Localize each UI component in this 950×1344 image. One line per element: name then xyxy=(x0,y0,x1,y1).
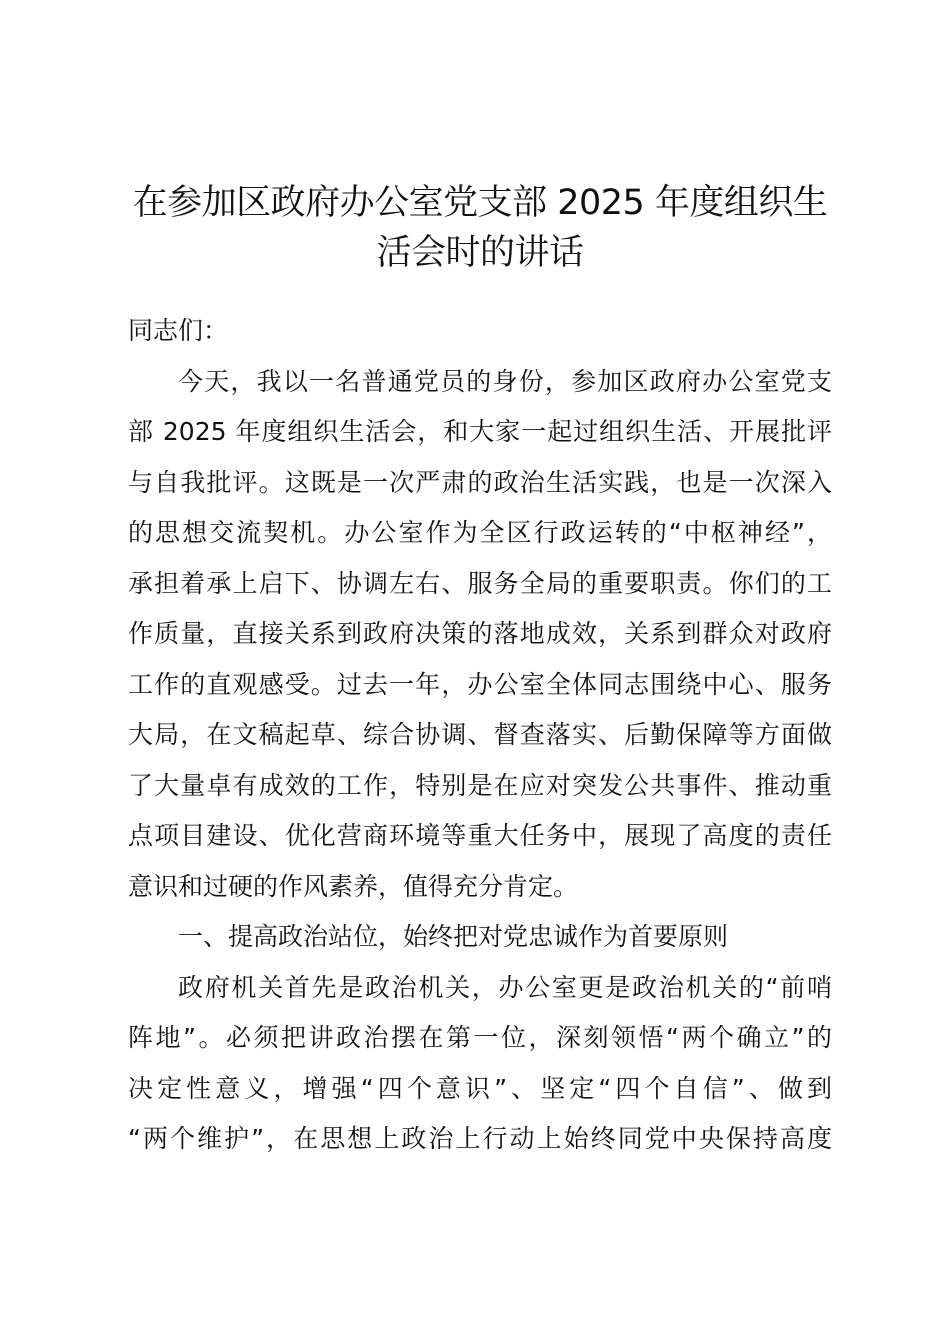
text-line: 点项目建设、优化营商环境等重大任务中，展现了高度的责任 xyxy=(128,821,832,850)
paragraph-section-1 xyxy=(128,963,832,1165)
text-line: 政府机关首先是政治机关，办公室更是政治机关的“前哨 xyxy=(178,972,832,1002)
text-line: 作质量，直接关系到政府决策的落地成效，关系到群众对政府 xyxy=(128,619,832,648)
text-line: 部 2025 年度组织生活会，和大家一起过组织生活、开展批评 xyxy=(128,417,832,446)
text-line: 工作的直观感受。过去一年，办公室全体同志围绕中心、服务 xyxy=(128,669,832,699)
text-line: 了大量卓有成效的工作，特别是在应对突发公共事件、推动重 xyxy=(128,770,832,800)
text-line: 决定性意义，增强“四个意识”、坚定“四个自信”、做到 xyxy=(128,1073,832,1103)
paragraph-intro xyxy=(128,357,832,913)
text-line: 的思想交流契机。办公室作为全区行政运转的“中枢神经”， xyxy=(128,518,832,547)
text-line: 与自我批评。这既是一次严肃的政治生活实践，也是一次深入 xyxy=(128,467,832,497)
text-line: 阵地”。必须把讲政治摆在第一位，深刻领悟“两个确立”的 xyxy=(128,1023,832,1052)
salutation: 同志们： xyxy=(128,316,229,345)
text-line: 大局，在文稿起草、综合协调、督查落实、后勤保障等方面做 xyxy=(128,720,832,749)
document-title xyxy=(128,178,832,278)
text-line: 今天，我以一名普通党员的身份，参加区政府办公室党支 xyxy=(178,366,832,396)
document-body xyxy=(128,306,832,1165)
title-line-1: 在参加区政府办公室党支部 2025 年度组织生 xyxy=(132,183,828,223)
text-line: 承担着承上启下、协调左右、服务全局的重要职责。你们的工 xyxy=(128,568,832,598)
text-line: “两个维护”，在思想上政治上行动上始终同党中央保持高度 xyxy=(128,1124,832,1153)
section-heading-1 xyxy=(128,912,832,963)
section-heading: 一、提高政治站位，始终把对党忠诚作为首要原则 xyxy=(178,922,729,951)
title-line-2: 活会时的讲话 xyxy=(376,233,584,273)
text-line: 意识和过硬的作风素养，值得充分肯定。 xyxy=(128,871,579,901)
